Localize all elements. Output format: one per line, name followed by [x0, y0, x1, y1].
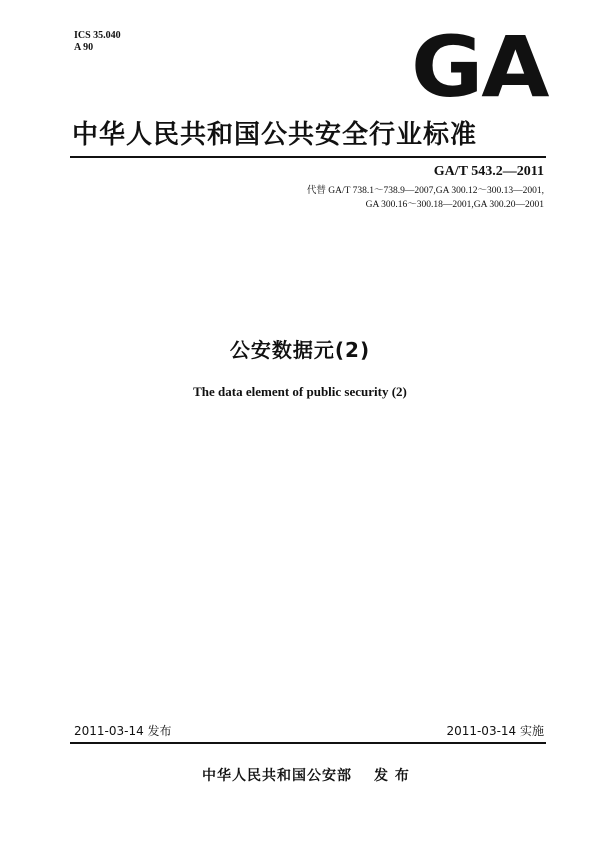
standard-number: GA/T 543.2—2011: [433, 164, 544, 179]
ga-logo: [411, 18, 548, 116]
ga-logo-text: GA: [411, 18, 548, 116]
classification-codes: [74, 30, 121, 54]
replaces-standards: [307, 184, 544, 212]
implementation-date: 2011-03-14 实施: [446, 724, 544, 738]
bottom-rule-divider: [70, 742, 546, 744]
main-title: 中华人民共和国公共安全行业标准: [72, 120, 478, 150]
document-title-cn: 公安数据元(2): [229, 338, 371, 362]
document-title-en: The data element of public security (2): [193, 384, 407, 399]
ccs-code: A 90: [74, 42, 94, 53]
issuer-action: 发 布: [374, 768, 410, 784]
issuer-line: [202, 765, 410, 785]
replaces-line-2: GA 300.16～300.18—2001,GA 300.20—2001: [365, 200, 544, 210]
ics-code: ICS 35.040: [74, 30, 121, 41]
replaces-line-1: 代替 GA/T 738.1～738.9—2007,GA 300.12～300.13—2001,: [306, 186, 544, 196]
top-rule-divider: [70, 156, 546, 158]
issue-date: 2011-03-14 发布: [74, 724, 172, 738]
issuer-name: 中华人民共和国公安部: [202, 768, 352, 784]
